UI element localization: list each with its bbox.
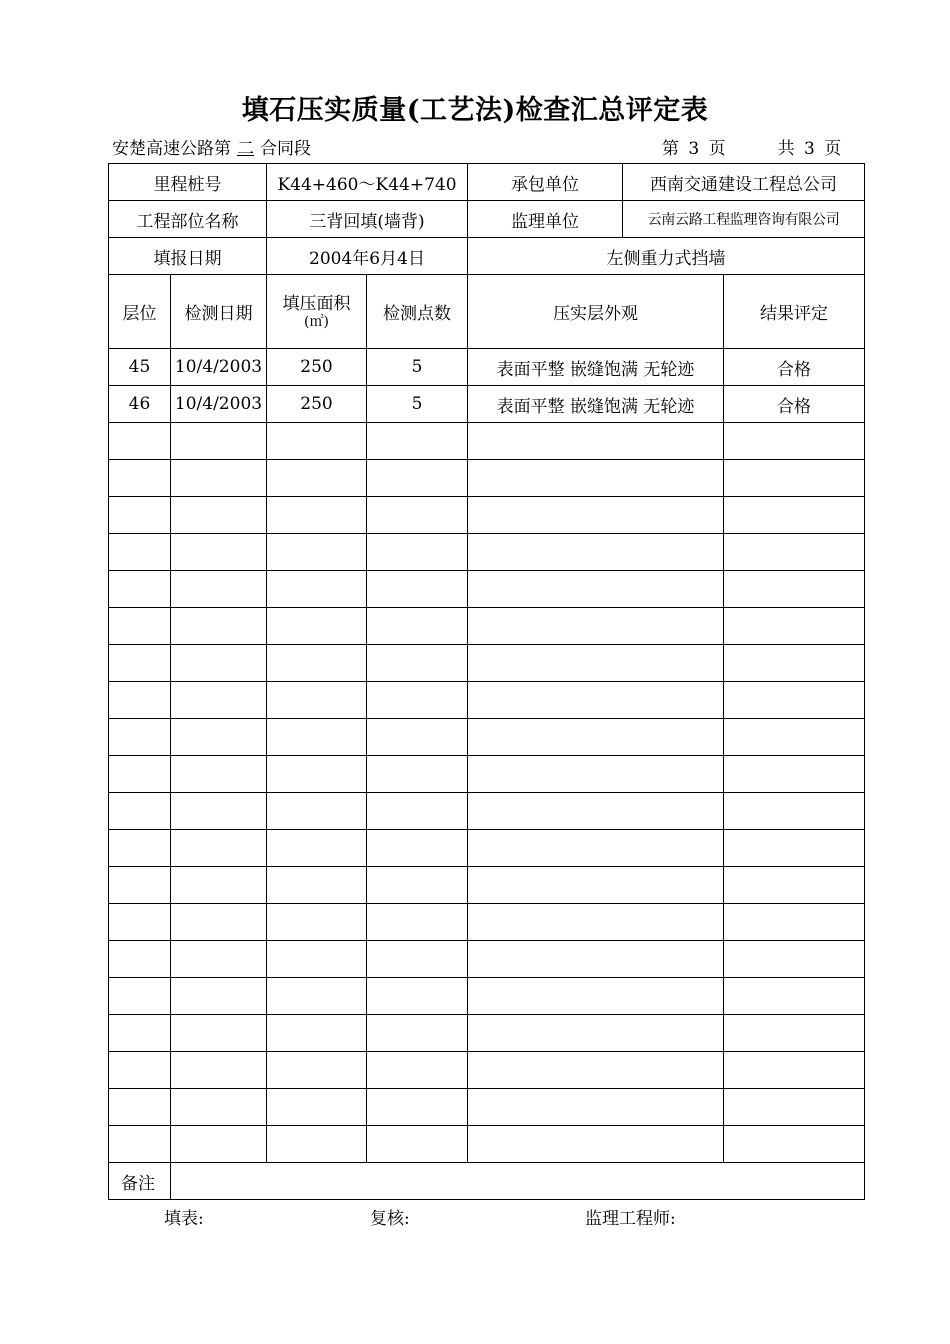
cell-area: [267, 608, 367, 645]
cell-layer: [109, 571, 171, 608]
cell-appearance: 表面平整 嵌缝饱满 无轮迹: [468, 386, 724, 423]
cell-points: [367, 645, 468, 682]
mileage-label: 里程桩号: [109, 164, 267, 201]
cell-layer: [109, 1126, 171, 1163]
cell-layer: [109, 941, 171, 978]
cell-test-date: [171, 423, 267, 460]
empty-row: [109, 608, 865, 645]
empty-row: [109, 904, 865, 941]
cell-points: [367, 460, 468, 497]
empty-row: [109, 1126, 865, 1163]
cell-points: [367, 1052, 468, 1089]
cell-test-date: [171, 460, 267, 497]
cell-appearance: [468, 1052, 724, 1089]
info-row-mileage: [109, 164, 865, 201]
cell-result: [724, 1052, 865, 1089]
date-value: 2004年6月4日: [267, 238, 468, 275]
cell-points: [367, 1089, 468, 1126]
cell-result: [724, 460, 865, 497]
remarks-value: [171, 1163, 865, 1200]
empty-row: [109, 423, 865, 460]
cell-layer: [109, 460, 171, 497]
cell-result: [724, 793, 865, 830]
mileage-value: K44+460～K44+740: [267, 164, 468, 201]
part-value: 三背回填(墙背): [267, 201, 468, 238]
cell-area: 250: [267, 349, 367, 386]
page-total: 3: [804, 139, 815, 159]
contractor-label: 承包单位: [468, 164, 623, 201]
col-area-unit: (㎡): [304, 313, 329, 330]
cell-result: [724, 497, 865, 534]
cell-area: [267, 534, 367, 571]
cell-points: [367, 1126, 468, 1163]
empty-row: [109, 756, 865, 793]
empty-row: [109, 1089, 865, 1126]
cell-points: [367, 867, 468, 904]
cell-layer: [109, 830, 171, 867]
col-area: [267, 275, 367, 349]
cell-result: [724, 423, 865, 460]
cell-test-date: [171, 608, 267, 645]
cell-points: [367, 830, 468, 867]
cell-result: [724, 978, 865, 1015]
cell-result: [724, 682, 865, 719]
table-row: [109, 349, 865, 386]
cell-points: [367, 534, 468, 571]
cell-points: [367, 756, 468, 793]
cell-result: [724, 904, 865, 941]
cell-points: [367, 608, 468, 645]
cell-result: [724, 1089, 865, 1126]
cell-test-date: [171, 793, 267, 830]
cell-points: [367, 497, 468, 534]
inspection-table: [108, 163, 865, 1200]
column-header-row: [109, 275, 865, 349]
date-label: 填报日期: [109, 238, 267, 275]
cell-points: [367, 719, 468, 756]
cell-appearance: [468, 941, 724, 978]
cell-appearance: 表面平整 嵌缝饱满 无轮迹: [468, 349, 724, 386]
empty-row: [109, 793, 865, 830]
empty-row: [109, 497, 865, 534]
cell-result: 合格: [724, 349, 865, 386]
page-counter: [660, 134, 843, 159]
cell-layer: [109, 793, 171, 830]
cell-layer: 46: [109, 386, 171, 423]
cell-test-date: [171, 1089, 267, 1126]
empty-row: [109, 867, 865, 904]
col-appearance: 压实层外观: [468, 275, 724, 349]
remarks-label: 备注: [109, 1163, 171, 1200]
col-test-date: 检测日期: [171, 275, 267, 349]
supervisor-label: 监理单位: [468, 201, 623, 238]
empty-row: [109, 534, 865, 571]
cell-result: [724, 867, 865, 904]
cell-area: [267, 645, 367, 682]
cell-area: [267, 904, 367, 941]
cell-result: [724, 756, 865, 793]
cell-points: [367, 978, 468, 1015]
cell-area: [267, 1126, 367, 1163]
cell-test-date: [171, 1126, 267, 1163]
empty-row: [109, 1052, 865, 1089]
cell-test-date: [171, 867, 267, 904]
cell-appearance: [468, 830, 724, 867]
empty-row: [109, 460, 865, 497]
cell-result: [724, 1015, 865, 1052]
cell-appearance: [468, 571, 724, 608]
cell-appearance: [468, 793, 724, 830]
total-label-pre: 共: [777, 139, 795, 159]
cell-layer: [109, 534, 171, 571]
cell-points: [367, 793, 468, 830]
project-suffix: 合同段: [260, 139, 311, 159]
cell-layer: 45: [109, 349, 171, 386]
cell-layer: [109, 497, 171, 534]
empty-row: [109, 645, 865, 682]
cell-area: [267, 830, 367, 867]
empty-row: [109, 571, 865, 608]
cell-result: [724, 571, 865, 608]
cell-test-date: [171, 682, 267, 719]
cell-result: [724, 608, 865, 645]
cell-layer: [109, 978, 171, 1015]
cell-area: [267, 941, 367, 978]
cell-points: [367, 682, 468, 719]
cell-appearance: [468, 978, 724, 1015]
cell-test-date: 10/4/2003: [171, 386, 267, 423]
empty-row: [109, 1015, 865, 1052]
table-row: [109, 386, 865, 423]
cell-area: [267, 682, 367, 719]
cell-area: [267, 460, 367, 497]
cell-appearance: [468, 682, 724, 719]
cell-layer: [109, 756, 171, 793]
cell-appearance: [468, 608, 724, 645]
empty-row: [109, 978, 865, 1015]
cell-result: [724, 719, 865, 756]
cell-area: [267, 1052, 367, 1089]
engineer-label: 监理工程师:: [585, 1209, 676, 1229]
col-points: 检测点数: [367, 275, 468, 349]
cell-appearance: [468, 460, 724, 497]
cell-points: [367, 1015, 468, 1052]
col-area-label: 填压面积: [282, 293, 351, 314]
cell-points: [367, 904, 468, 941]
cell-appearance: [468, 497, 724, 534]
cell-layer: [109, 904, 171, 941]
cell-area: [267, 978, 367, 1015]
cell-layer: [109, 423, 171, 460]
cell-test-date: 10/4/2003: [171, 349, 267, 386]
cell-layer: [109, 1052, 171, 1089]
cell-points: 5: [367, 386, 468, 423]
cell-appearance: [468, 904, 724, 941]
cell-appearance: [468, 1015, 724, 1052]
empty-row: [109, 941, 865, 978]
cell-test-date: [171, 534, 267, 571]
cell-result: 合格: [724, 386, 865, 423]
cell-appearance: [468, 423, 724, 460]
cell-test-date: [171, 904, 267, 941]
cell-layer: [109, 608, 171, 645]
reviewed-by-label: 复核:: [370, 1209, 410, 1229]
contract-section-line: [112, 134, 311, 159]
form-title: 填石压实质量(工艺法)检查汇总评定表: [241, 95, 709, 126]
cell-appearance: [468, 1089, 724, 1126]
total-label-post: 页: [824, 139, 842, 159]
cell-area: [267, 1089, 367, 1126]
cell-test-date: [171, 571, 267, 608]
cell-points: [367, 941, 468, 978]
cell-points: 5: [367, 349, 468, 386]
remarks-row: [109, 1163, 865, 1200]
cell-test-date: [171, 645, 267, 682]
cell-appearance: [468, 645, 724, 682]
cell-layer: [109, 645, 171, 682]
cell-test-date: [171, 756, 267, 793]
cell-layer: [109, 719, 171, 756]
cell-layer: [109, 867, 171, 904]
cell-result: [724, 1126, 865, 1163]
cell-area: [267, 423, 367, 460]
cell-appearance: [468, 867, 724, 904]
cell-test-date: [171, 941, 267, 978]
cell-result: [724, 534, 865, 571]
cell-area: [267, 571, 367, 608]
cell-area: [267, 497, 367, 534]
cell-appearance: [468, 1126, 724, 1163]
cell-area: [267, 793, 367, 830]
cell-area: [267, 1015, 367, 1052]
location-value: 左侧重力式挡墙: [468, 238, 865, 275]
cell-appearance: [468, 756, 724, 793]
cell-appearance: [468, 534, 724, 571]
part-label: 工程部位名称: [109, 201, 267, 238]
cell-layer: [109, 1015, 171, 1052]
cell-points: [367, 571, 468, 608]
empty-row: [109, 682, 865, 719]
empty-row: [109, 830, 865, 867]
cell-test-date: [171, 1052, 267, 1089]
page-label-pre: 第: [662, 139, 679, 159]
empty-row: [109, 719, 865, 756]
cell-result: [724, 645, 865, 682]
cell-layer: [109, 1089, 171, 1126]
cell-result: [724, 830, 865, 867]
page-current: 3: [688, 139, 700, 159]
cell-test-date: [171, 830, 267, 867]
section-number: 二: [237, 139, 254, 159]
cell-area: [267, 867, 367, 904]
cell-test-date: [171, 497, 267, 534]
project-prefix: 安楚高速公路第: [112, 139, 231, 159]
cell-points: [367, 423, 468, 460]
col-layer: 层位: [109, 275, 171, 349]
cell-appearance: [468, 719, 724, 756]
page-label-post: 页: [708, 139, 726, 159]
supervisor-value: 云南云路工程监理咨询有限公司: [623, 201, 865, 238]
filled-by-label: 填表:: [164, 1209, 204, 1229]
info-row-part: [109, 201, 865, 238]
contractor-value: 西南交通建设工程总公司: [623, 164, 865, 201]
col-result: 结果评定: [724, 275, 865, 349]
cell-result: [724, 941, 865, 978]
cell-test-date: [171, 978, 267, 1015]
info-row-date: [109, 238, 865, 275]
cell-area: 250: [267, 386, 367, 423]
cell-layer: [109, 682, 171, 719]
cell-test-date: [171, 719, 267, 756]
cell-area: [267, 719, 367, 756]
cell-test-date: [171, 1015, 267, 1052]
cell-area: [267, 756, 367, 793]
